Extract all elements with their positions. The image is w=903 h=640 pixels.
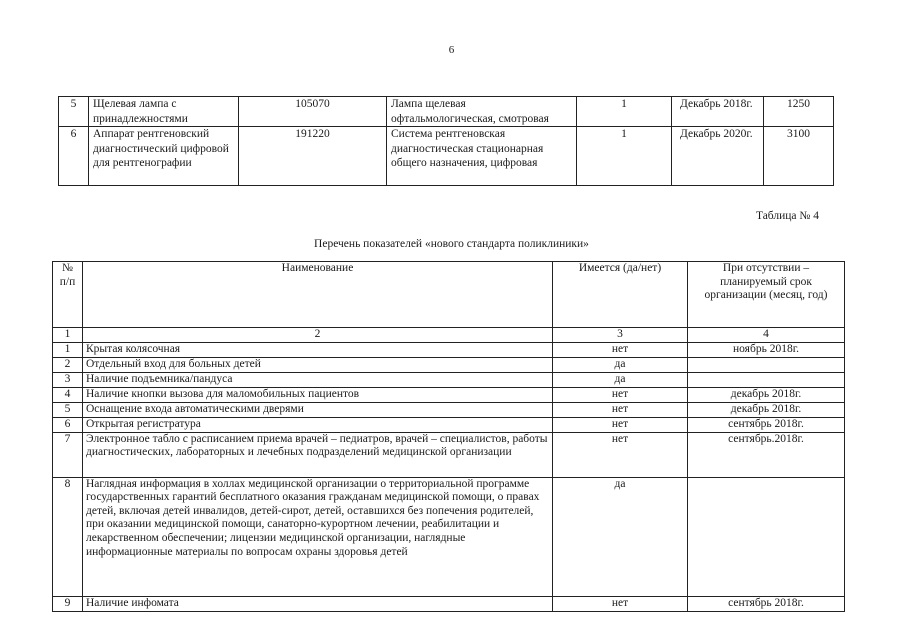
table-header-row	[53, 262, 845, 328]
equipment-type: Система рентгеновская диагностическая стационарная общего назначения, цифровая	[387, 127, 577, 186]
table-row	[53, 387, 845, 402]
indicator-available: нет	[553, 387, 688, 402]
table-caption: Перечень показателей «нового стандарта поликлиники»	[314, 238, 589, 250]
equipment-name: Щелевая лампа с принадлежностями	[89, 97, 239, 127]
indicator-name: Отдельный вход для больных детей	[83, 357, 553, 372]
row-number: 5	[53, 402, 83, 417]
row-number: 4	[53, 387, 83, 402]
indicator-name: Наличие инфомата	[83, 596, 553, 611]
indicator-plan	[688, 372, 845, 387]
equipment-date: Декабрь 2018г.	[672, 97, 764, 127]
indicator-plan: ноябрь 2018г.	[688, 342, 845, 357]
row-number: 8	[53, 477, 83, 596]
equipment-table	[58, 96, 834, 186]
equipment-type: Лампа щелевая офтальмологическая, смотровая	[387, 97, 577, 127]
column-index: 2	[83, 328, 553, 343]
indicator-plan: сентябрь.2018г.	[688, 432, 845, 477]
header-num: № п/п	[53, 262, 83, 328]
table-row	[53, 417, 845, 432]
table-row	[53, 402, 845, 417]
row-number: 3	[53, 372, 83, 387]
indicator-available: нет	[553, 402, 688, 417]
table-row	[59, 127, 834, 186]
table-row	[53, 342, 845, 357]
row-number: 9	[53, 596, 83, 611]
indicator-available: нет	[553, 596, 688, 611]
equipment-price: 1250	[764, 97, 834, 127]
indicator-plan	[688, 477, 845, 596]
indicator-name: Электронное табло с расписанием приема врачей – педиатров, врачей – специалистов, работы диагностических, лабораторных и лечебных подразделений медицинской организации	[83, 432, 553, 477]
indicator-available: нет	[553, 342, 688, 357]
table-row	[53, 432, 845, 477]
column-index: 4	[688, 328, 845, 343]
indicators-table	[52, 261, 845, 612]
indicator-plan: декабрь 2018г.	[688, 402, 845, 417]
row-number: 1	[53, 342, 83, 357]
row-number: 2	[53, 357, 83, 372]
equipment-name: Аппарат рентгеновский диагностический цифровой для рентгенографии	[89, 127, 239, 186]
indicator-plan	[688, 357, 845, 372]
table-label: Таблица № 4	[755, 210, 819, 222]
indicator-plan: декабрь 2018г.	[688, 387, 845, 402]
indicator-available: да	[553, 372, 688, 387]
indicator-name: Наличие подъемника/пандуса	[83, 372, 553, 387]
header-name: Наименование	[83, 262, 553, 328]
equipment-code: 105070	[239, 97, 387, 127]
page-number: 6	[448, 44, 455, 56]
table-row	[53, 372, 845, 387]
indicator-name: Оснащение входа автоматическими дверями	[83, 402, 553, 417]
equipment-quantity: 1	[577, 127, 672, 186]
indicator-name: Крытая колясочная	[83, 342, 553, 357]
indicator-available: да	[553, 357, 688, 372]
indicator-name: Открытая регистратура	[83, 417, 553, 432]
table-row	[53, 477, 845, 596]
row-number: 5	[59, 97, 89, 127]
indicator-name: Наглядная информация в холлах медицинской организации о территориальной программе государственных гарантий бесплатного оказания гражданам медицинской помощи, о правах детей, включая детей инвалидов, детей-сирот, детей, оставшихся без попечения родителей, при оказании медицинской помощи, санаторно-курортном лечении, реабилитации и лекарственном обеспечении; лицензии медицинской организации, наглядные информационные материалы по вопросам охраны здоровья детей	[83, 477, 553, 596]
indicator-plan: сентябрь 2018г.	[688, 417, 845, 432]
row-number: 6	[59, 127, 89, 186]
equipment-code: 191220	[239, 127, 387, 186]
column-index-row	[53, 328, 845, 343]
equipment-price: 3100	[764, 127, 834, 186]
header-available: Имеется (да/нет)	[553, 262, 688, 328]
equipment-quantity: 1	[577, 97, 672, 127]
column-index: 3	[553, 328, 688, 343]
row-number: 6	[53, 417, 83, 432]
indicator-available: да	[553, 477, 688, 596]
row-number: 7	[53, 432, 83, 477]
table-row	[59, 97, 834, 127]
equipment-date: Декабрь 2020г.	[672, 127, 764, 186]
table-row	[53, 596, 845, 611]
indicator-plan: сентябрь 2018г.	[688, 596, 845, 611]
column-index: 1	[53, 328, 83, 343]
indicator-available: нет	[553, 432, 688, 477]
indicator-name: Наличие кнопки вызова для маломобильных пациентов	[83, 387, 553, 402]
header-plan: При отсутствии – планируемый срок организации (месяц, год)	[688, 262, 845, 328]
indicator-available: нет	[553, 417, 688, 432]
table-row	[53, 357, 845, 372]
